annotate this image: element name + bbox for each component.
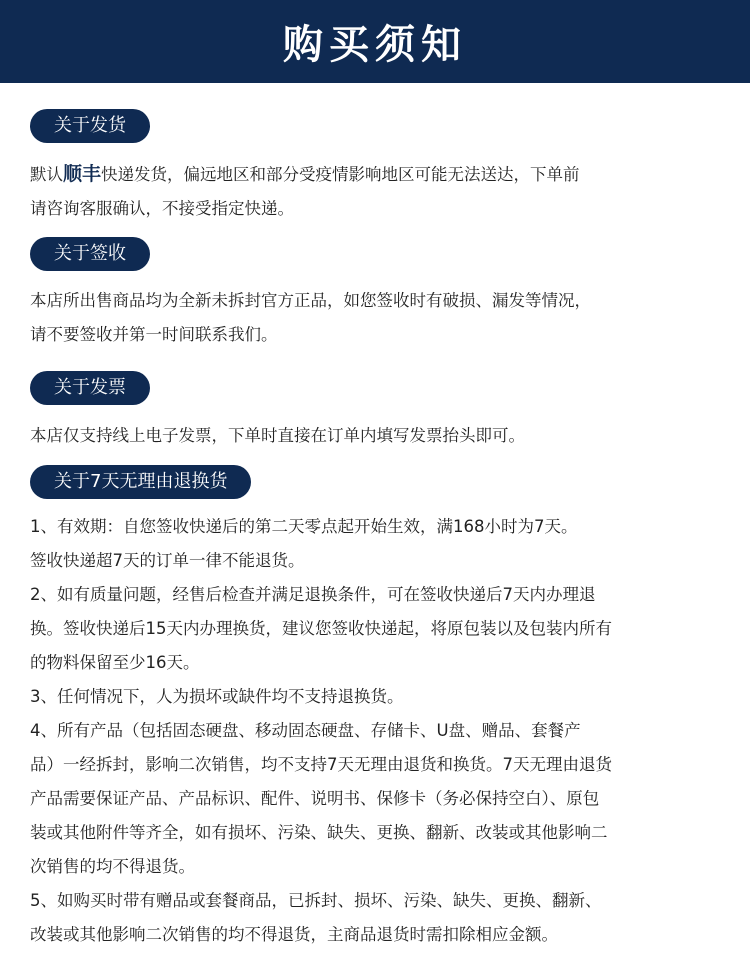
section-returns-heading <box>0 465 750 499</box>
section-receipt-heading <box>0 237 750 271</box>
shipping-line-1-pre: 默认 <box>30 165 63 184</box>
receipt-line: 本店所出售商品均为全新未拆封官方正品，如您签收时有破损、漏发等情况， <box>30 291 591 310</box>
page-title-text: 购买须知 <box>283 22 467 68</box>
sf-express-brand: 顺丰 <box>63 163 102 185</box>
section-shipping-heading <box>0 109 750 143</box>
section-invoice-body <box>0 419 750 453</box>
returns-line: 产品需要保证产品、产品标识、配件、说明书、保修卡（务必保持空白）、原包 <box>30 789 600 808</box>
shipping-label: 关于发货 <box>30 109 150 143</box>
page-title <box>0 0 750 83</box>
returns-line: 换。签收快递后15天内办理换货，建议您签收快递起，将原包装以及包装内所有 <box>30 619 612 638</box>
returns-line: 装或其他附件等齐全，如有损坏、污染、缺失、更换、翻新、改装或其他影响二 <box>30 823 608 842</box>
returns-line: 1、有效期：自您签收快递后的第二天零点起开始生效，满168小时为7天。 <box>30 517 578 536</box>
returns-line: 的物料保留至少16天。 <box>30 653 200 672</box>
returns-line: 品）一经拆封，影响二次销售，均不支持7天无理由退货和换货。7天无理由退货 <box>30 755 612 774</box>
returns-line: 2、如有质量问题，经售后检查并满足退换条件，可在签收快递后7天内办理退 <box>30 585 596 604</box>
shipping-line-1 <box>30 157 750 192</box>
returns-label: 关于7天无理由退换货 <box>30 465 251 499</box>
section-shipping-body <box>0 157 750 226</box>
returns-line: 次销售的均不得退货。 <box>30 857 195 876</box>
section-receipt-body <box>0 284 750 352</box>
returns-line: 签收快递超7天的订单一律不能退货。 <box>30 551 305 570</box>
shipping-line-1-post: 快递发货，偏远地区和部分受疫情影响地区可能无法送达，下单前 <box>101 165 580 184</box>
returns-line: 3、任何情况下，人为损坏或缺件均不支持退换货。 <box>30 687 404 706</box>
section-invoice-heading <box>0 371 750 405</box>
returns-line: 5、如购买时带有赠品或套餐商品，已拆封、损坏、污染、缺失、更换、翻新、 <box>30 891 602 910</box>
receipt-line: 请不要签收并第一时间联系我们。 <box>30 325 278 344</box>
shipping-line-2: 请咨询客服确认，不接受指定快递。 <box>30 199 294 218</box>
receipt-label: 关于签收 <box>30 237 150 271</box>
returns-line: 改装或其他影响二次销售的均不得退货，主商品退货时需扣除相应金额。 <box>30 925 558 944</box>
invoice-label: 关于发票 <box>30 371 150 405</box>
invoice-line: 本店仅支持线上电子发票，下单时直接在订单内填写发票抬头即可。 <box>30 426 525 445</box>
returns-line: 4、所有产品（包括固态硬盘、移动固态硬盘、存储卡、U盘、赠品、套餐产 <box>30 721 581 740</box>
section-returns-body <box>0 510 750 952</box>
